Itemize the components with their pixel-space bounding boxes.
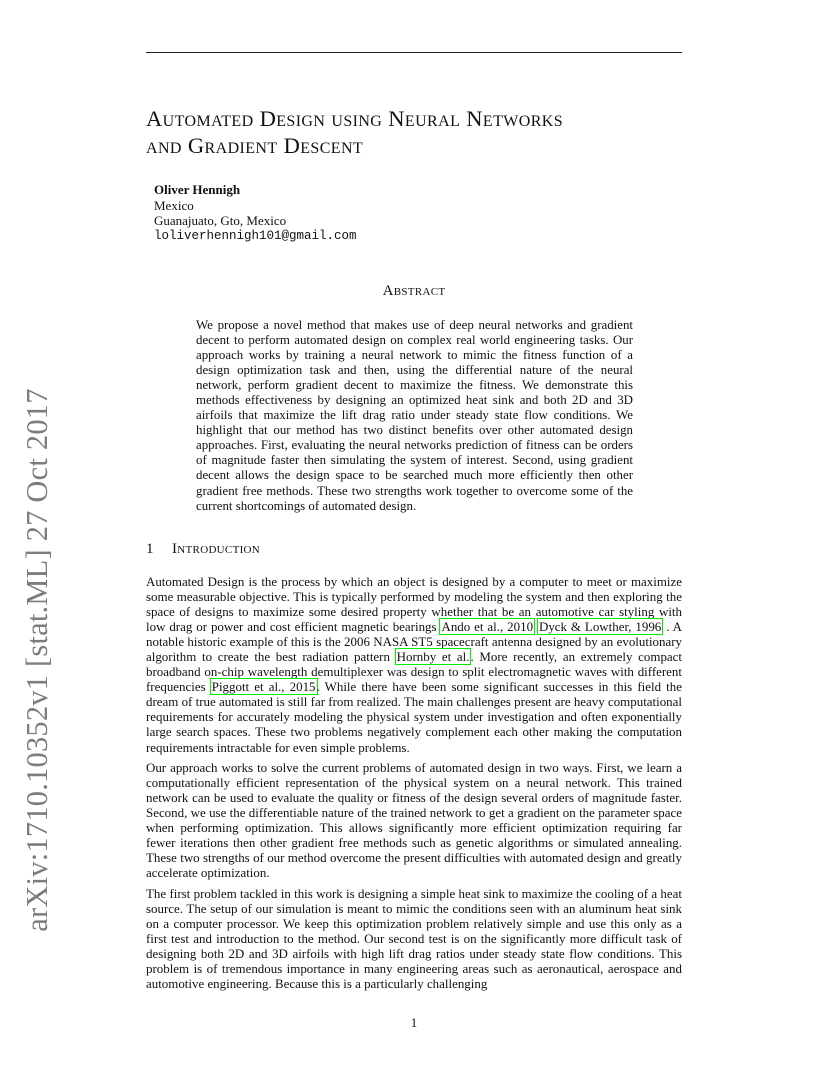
top-rule [146,52,682,53]
author-affiliation: Mexico [154,197,194,213]
text-run: Automated Design is the process by which an object is designed by a computer to meet or maximize some measurable objective. This is typically performed by modeling the system and then exploring the space of designs to maximize some desired property whether that be an automotive car styling with low drag or power and cost efficient magnetic bearings [146,574,682,635]
author-email[interactable]: loliverhennigh101@gmail.com [154,228,357,243]
citation-link[interactable]: Piggott et al., 2015 [211,679,316,695]
arxiv-identifier: arXiv:1710.10352v1 [stat.ML] 27 Oct 2017 [20,388,54,932]
citation-link[interactable]: Dyck & Lowther, 1996 [538,619,662,635]
page-number: 1 [410,1015,418,1030]
title-line-2: and Gradient Descent [146,133,364,158]
citation-link[interactable]: Hornby et al. [396,649,470,665]
paper-title [146,105,686,159]
intro-paragraph-3: The first problem tackled in this work is designing a simple heat sink to maximize the cooling of a heat source. The setup of our simulation is meant to mimic the conditions seen with an aluminum heat sink on a computer processor. We keep this optimization problem relatively simple and use this only as a first test and introduction to the method. Our second test is on the significantly more difficult task of designing both 2D and 3D airfoils with high lift drag ratios under steady state flow conditions. This problem is of tremendous importance in many engineering areas such as aeronautical, aerospace and automotive engineering. Because this is a particularly challenging [146,886,682,992]
author-location: Guanajuato, Gto, Mexico [154,213,287,228]
intro-paragraph-1 [146,574,682,755]
text-run: . While there have been some significant successes in this field the dream of true automated is still far from realized. The main challenges present are heavy computational requirements for accurately modeling the physical system under investigation and often exponentially large search spaces. These two problems negatively complement each other making the computation requirements intractable for even simple problems. [146,679,682,755]
intro-paragraph-2: Our approach works to solve the current problems of automated design in two ways. First, we learn a computationally efficient representation of the physical system on a neural network. This trained network can be used to evaluate the quality or fitness of the design several orders of magnitude faster. Second, we use the differentiable nature of the trained network to get a gradient on the parameter space when performing optimization. This allows significantly more efficient optimization requiring far fewer iterations then other gradient free methods such as genetic algorithms or simulated annealing. These two strengths of our method overcome the present difficulties with automated design and greatly accelerate optimization. [146,760,682,881]
text-run: . More recently, an extremely compact broadband on-chip wavelength demultiplexer was design to split electromagnetic waves with different frequencies [146,649,682,695]
section-number: 1 [146,541,154,557]
section-title: Introduction [172,541,261,557]
section-heading [146,541,260,558]
abstract-heading: Abstract [382,283,446,299]
author-block [154,182,357,244]
text-run: . A notable historic example of this is the 2006 NASA ST5 spacecraft antenna designed by an evolutionary algorithm to create the best radiation pattern [146,619,682,665]
author-name: Oliver Hennigh [154,182,241,197]
title-line-1: Automated Design using Neural Networks [146,106,564,131]
abstract-text: We propose a novel method that makes use of deep neural networks and gradient decent to perform automated design on complex real world engineering tasks. Our approach works by training a neural network to mimic the fitness function of a design optimization task and then, using the differential nature of the neural network, perform gradient decent to maximize the fitness. We demonstrate this methods effectiveness by designing an optimized heat sink and both 2D and 3D airfoils that maximize the lift drag ratio under steady state flow conditions. We highlight that our method has two distinct benefits over other automated design approaches. First, evaluating the neural networks prediction of fitness can be orders of magnitude faster then simulating the system of interest. Second, using gradient decent allows the design space to be searched much more efficiently then other gradient free methods. These two strengths work together to overcome some of the current shortcomings of automated design. [196,318,633,513]
citation-link[interactable]: Ando et al., 2010 [441,619,534,635]
